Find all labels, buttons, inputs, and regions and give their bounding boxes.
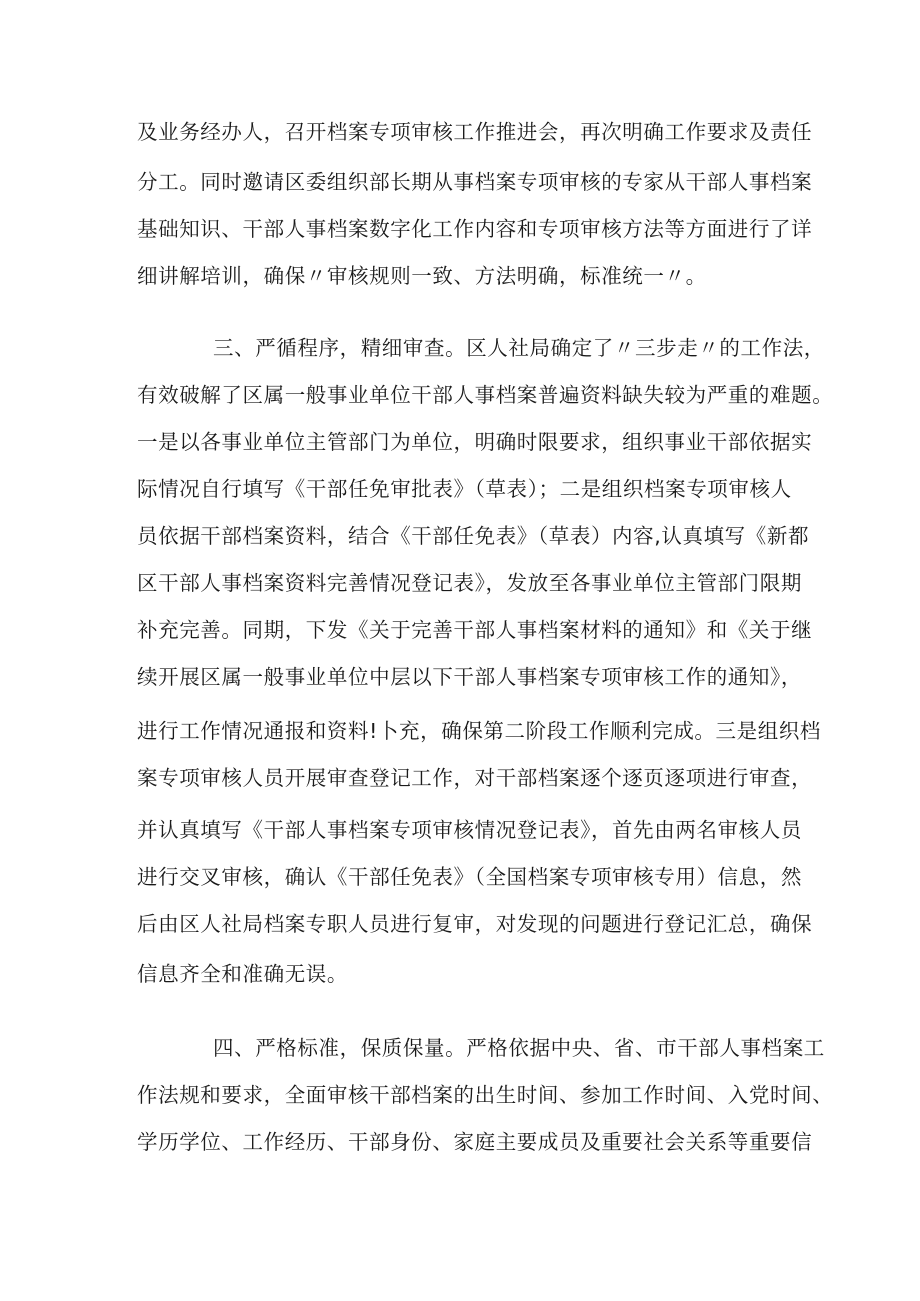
text-line: 学历学位、工作经历、干部身份、家庭主要成员及重要社会关系等重要信 xyxy=(137,1130,813,1154)
text-line: 际情况自行填写《干部任免审批表》（草表）；二是组织档案专项审核人 xyxy=(137,477,792,501)
text-line: 三、严循程序，精细审查。区人社局确定了〃三步走〃的工作法， xyxy=(213,336,825,360)
text-line: 进行交叉审核，确认《干部任免表》（全国档案专项审核专用）信息，然 xyxy=(137,865,802,889)
text-line: 作法规和要求，全面审核干部档案的出生时间、参加工作时间、入党时间、 xyxy=(137,1083,834,1107)
text-line: 有效破解了区属一般事业单位干部人事档案普遍资料缺失较为严重的难题。 xyxy=(137,383,834,407)
text-line: 四、严格标准，保质保量。严格依据中央、省、市干部人事档案工 xyxy=(213,1036,825,1060)
text-line: 进行工作情况通报和资料!卜充，确保第二阶段工作顺利完成。三是组织档 xyxy=(137,719,822,743)
text-line: 续开展区属一般事业单位中层以下干部人事档案专项审核工作的通知》， xyxy=(137,665,802,689)
text-line: 区干部人事档案资料完善情况登记表》，发放至各事业单位主管部门限期 xyxy=(137,571,802,595)
text-line: 及业务经办人，召开档案专项审核工作推进会，再次明确工作要求及责任 xyxy=(137,120,813,144)
text-line: 基础知识、干部人事档案数字化工作内容和专项审核方法等方面进行了详 xyxy=(137,217,813,241)
text-line: 案专项审核人员开展审查登记工作，对干部档案逐个逐页逐项进行审查， xyxy=(137,766,813,790)
text-line: 分工。同时邀请区委组织部长期从事档案专项审核的专家从干部人事档案 xyxy=(137,170,813,194)
text-line: 信息齐全和准确无误。 xyxy=(137,962,348,986)
text-line: 后由区人社局档案专职人员进行复审，对发现的问题进行登记汇总，确保 xyxy=(137,912,813,936)
text-line: 并认真填写《干部人事档案专项审核情况登记表》，首先由两名审核人员 xyxy=(137,818,802,842)
text-line: 补充完善。同期，下发《关于完善干部人事档案材料的通知》和《关于继 xyxy=(137,618,813,642)
text-line: 一是以各事业单位主管部门为单位，明确时限要求，组织事业干部依据实 xyxy=(137,430,813,454)
text-line: 员依据干部档案资料，结合《干部任免表》（草表）内容,认真填写《新都 xyxy=(137,524,810,548)
text-line: 细讲解培训，确保〃审核规则一致、方法明确，标准统一〃。 xyxy=(137,264,707,288)
